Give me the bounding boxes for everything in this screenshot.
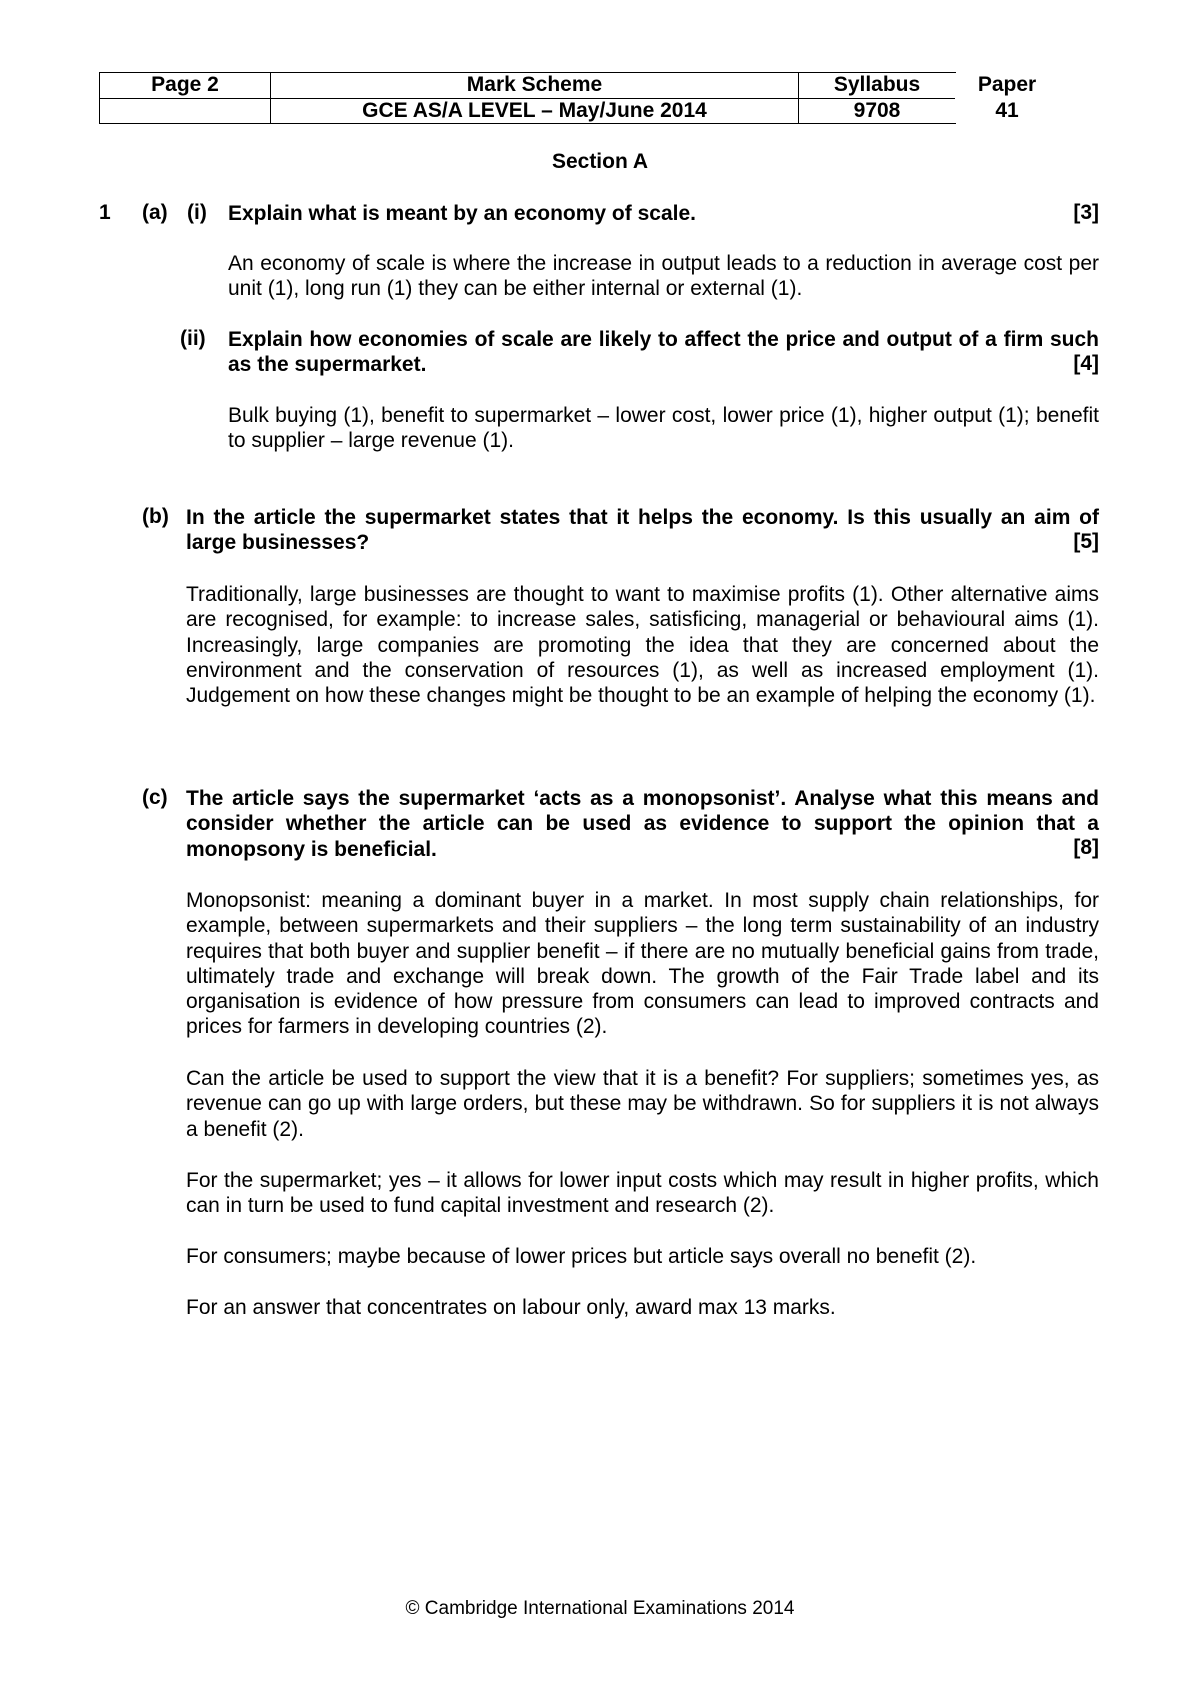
- header-exam: GCE AS/A LEVEL – May/June 2014: [362, 99, 707, 122]
- header-syllabus: 9708: [853, 99, 901, 122]
- part-c-answer-4: For consumers; maybe because of lower prices but article says overall no benefit (2).: [186, 1245, 977, 1268]
- part-a-i-marks: [3]: [1073, 201, 1099, 224]
- part-b-label: (b): [142, 505, 169, 528]
- part-c-label: (c): [142, 786, 168, 809]
- part-c-answer-5: For an answer that concentrates on labour only, award max 13 marks.: [186, 1296, 836, 1319]
- part-a-ii-question: Explain how economies of scale are likely to affect the price and output of a firm such as the supermarket.: [228, 328, 1099, 377]
- header-table: [99, 72, 1059, 124]
- header-paper: 41: [995, 99, 1019, 122]
- part-b-marks: [5]: [1073, 530, 1099, 553]
- part-c-question: The article says the supermarket ‘acts as a monopsonist’. Analyse what this means and consider whether the article can be used as evidence to support the opinion that a monopsony is beneficial.: [186, 787, 1099, 861]
- header-syllabus-label: Syllabus: [833, 73, 921, 96]
- header-page: Page 2: [151, 73, 219, 96]
- section-title: Section A: [551, 150, 649, 173]
- part-a-i-answer: An economy of scale is where the increase in output leads to a reduction in average cost per unit (1), long run (1) they can be either internal or external (1).: [228, 252, 1099, 301]
- part-c-answer-3: For the supermarket; yes – it allows for lower input costs which may result in higher profits, which can in turn be used to fund capital investment and research (2).: [186, 1169, 1099, 1218]
- part-c-marks: [8]: [1073, 836, 1099, 859]
- part-a-ii-answer: Bulk buying (1), benefit to supermarket – lower cost, lower price (1), higher output (1); benefit to supplier – large revenue (1).: [228, 404, 1099, 453]
- part-a-ii-marks: [4]: [1073, 352, 1099, 375]
- header-title: Mark Scheme: [466, 73, 603, 96]
- part-b-question: In the article the supermarket states that it helps the economy. Is this usually an aim of large businesses?: [186, 506, 1099, 555]
- part-a-i-label: (i): [187, 201, 207, 224]
- header-paper-label: Paper: [977, 73, 1037, 96]
- footer-copyright: © Cambridge International Examinations 2014: [405, 1598, 795, 1619]
- part-c-answer-1: Monopsonist: meaning a dominant buyer in a market. In most supply chain relationships, for example, between supermarkets and their suppliers – the long term sustainability of an industry requires that both buyer and supplier benefit – if there are no mutually beneficial gains from trade, ultimately trade and exchange will break down. The growth of the Fair Trade label and its organisation is evidence of how pressure from consumers can lead to improved contracts and prices for farmers in developing countries (2).: [186, 889, 1099, 1039]
- part-c-answer-2: Can the article be used to support the view that it is a benefit? For suppliers; sometimes yes, as revenue can go up with large orders, but these may be withdrawn. So for suppliers it is not always a benefit (2).: [186, 1067, 1099, 1141]
- part-b-answer: Traditionally, large businesses are thought to want to maximise profits (1). Other alternative aims are recognised, for example: to increase sales, satisficing, managerial or behavioural aims (1). Increasingly, large companies are promoting the idea that they are concerned about the environment and the conservation of resources (1), as well as increased employment (1). Judgement on how these changes might be thought to be an example of helping the economy (1).: [186, 583, 1099, 708]
- question-number: 1: [99, 201, 111, 224]
- part-a-ii-label: (ii): [180, 327, 206, 350]
- part-a-i-question: Explain what is meant by an economy of scale.: [228, 202, 696, 225]
- part-a-label: (a): [142, 201, 168, 224]
